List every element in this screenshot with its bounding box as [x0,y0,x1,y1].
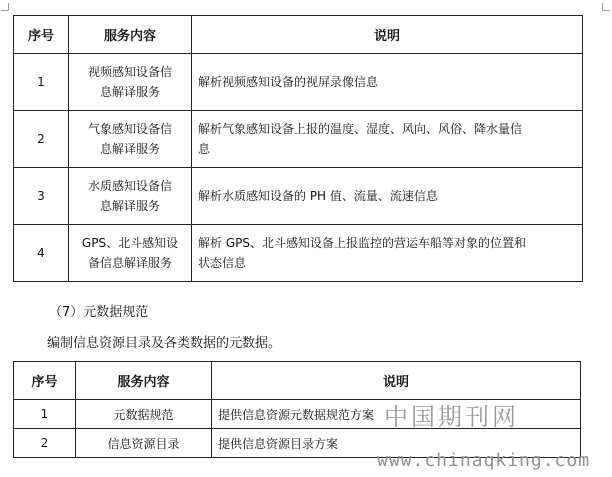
row-description: 解析视频感知设备的视屏录像信息 [192,54,583,111]
header-number: 序号 [14,16,69,54]
watermark-site-name: 中国期刊网 [384,403,519,431]
header-description: 说明 [192,16,583,54]
service-table-1 [13,15,583,282]
row-description: 提供信息资源元数据规范方案 [212,400,581,429]
row-number: 1 [14,400,76,429]
header-service: 服务内容 [76,362,212,400]
section-description: 编制信息资源目录及各类数据的元数据。 [47,336,282,351]
watermark-url: www.chinaqking.com [377,450,591,471]
header-number: 序号 [14,362,76,400]
table-row [14,225,583,282]
row-description: 解析水质感知设备的 PH 值、流量、流速信息 [192,168,583,225]
table-row [14,111,583,168]
row-service: 元数据规范 [76,400,212,429]
row-description: 解析气象感知设备上报的温度、湿度、风向、风俗、降水量信 息 [192,111,583,168]
section-heading: （7）元数据规范 [49,305,149,320]
table-header-row [14,16,583,54]
table-header-row [14,362,581,400]
row-service: 水质感知设备信 息解译服务 [69,168,192,225]
header-service: 服务内容 [69,16,192,54]
row-service: 信息资源目录 [76,429,212,458]
page-corner-mark-right [602,3,610,11]
row-number: 2 [14,429,76,458]
row-description: 提供信息资源目录方案 [212,429,581,458]
row-service: GPS、北斗感知设 备信息解译服务 [69,225,192,282]
row-service: 气象感知设备信 息解译服务 [69,111,192,168]
row-number: 2 [14,111,69,168]
row-service: 视频感知设备信 息解译服务 [69,54,192,111]
row-number: 3 [14,168,69,225]
header-description: 说明 [212,362,581,400]
table-row [14,54,583,111]
row-number: 1 [14,54,69,111]
row-description: 解析 GPS、北斗感知设备上报监控的营运车船等对象的位置和 状态信息 [192,225,583,282]
page-corner-mark-left [1,3,9,11]
row-number: 4 [14,225,69,282]
table-row [14,168,583,225]
